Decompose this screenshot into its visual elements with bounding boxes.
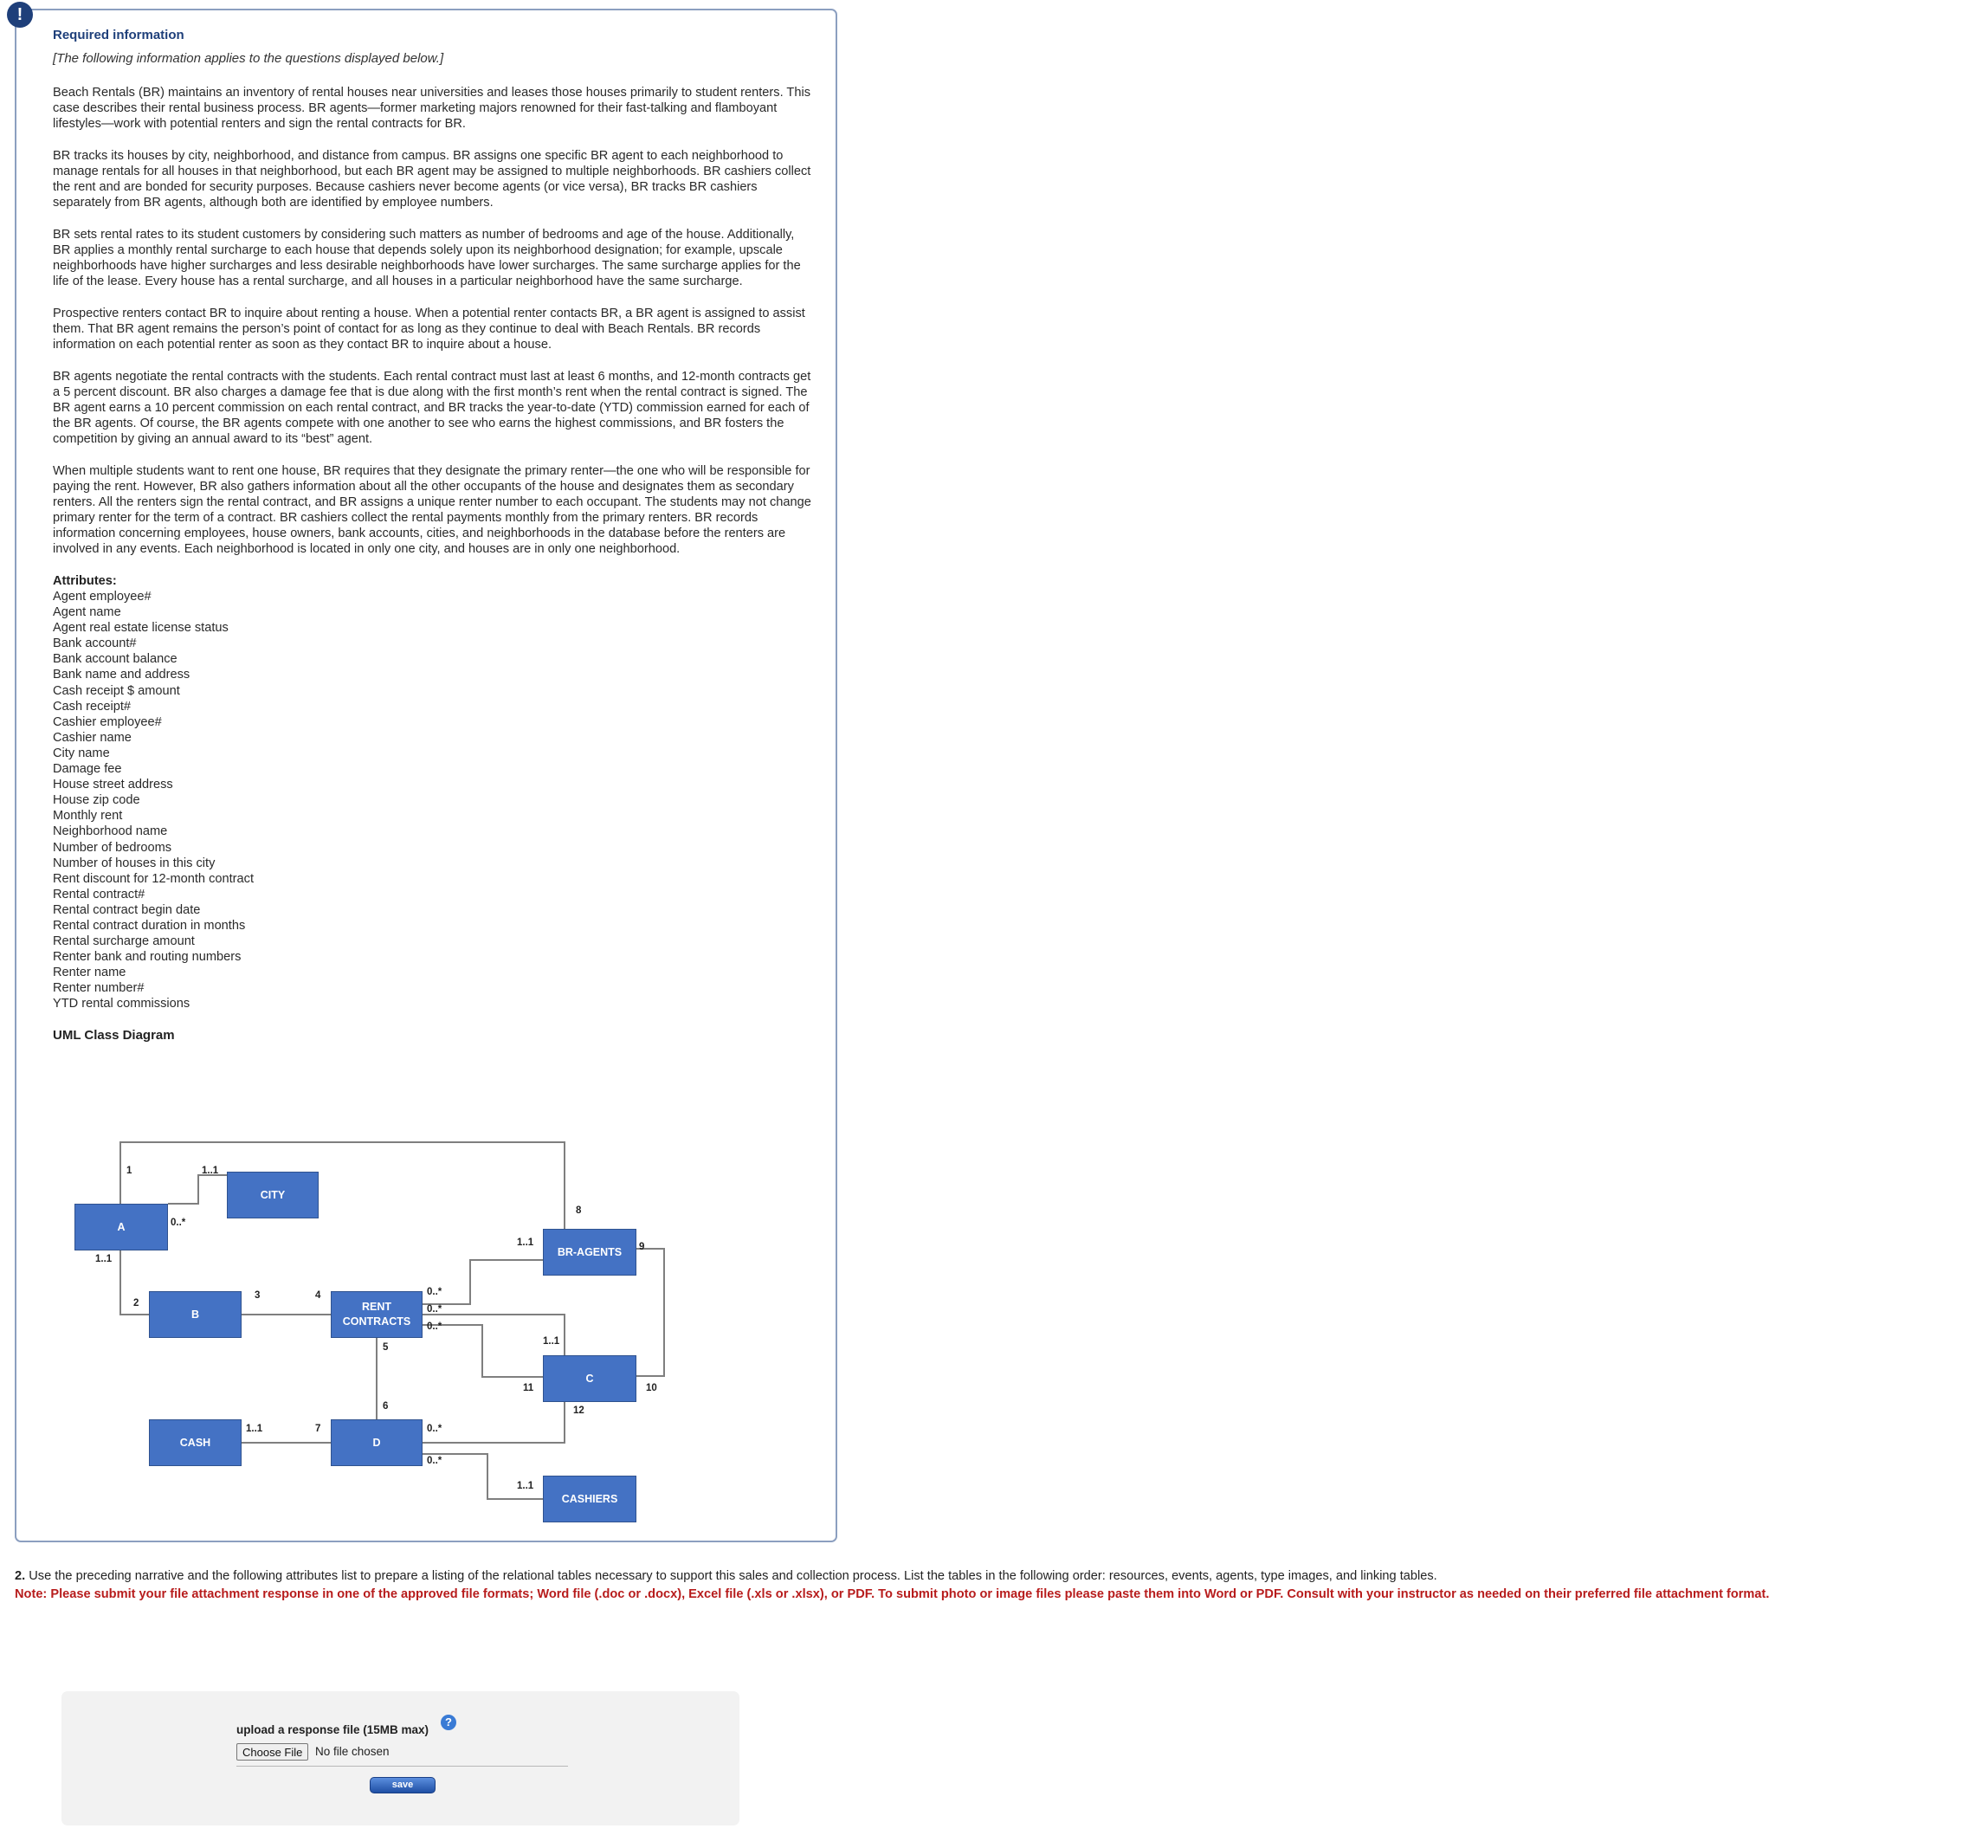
upload-panel — [61, 1691, 739, 1825]
attribute-item: Agent employee# — [53, 590, 152, 604]
class-box-cashiers: CASHIERS — [543, 1476, 636, 1522]
class-box-d: D — [331, 1419, 423, 1466]
attribute-item: Cash receipt $ amount — [53, 683, 180, 698]
required-information-title: Required information — [53, 28, 184, 42]
class-box-cash: CASH — [149, 1419, 242, 1466]
narrative-paragraph: BR sets rental rates to its student customers by considering such matters as number of bedrooms and age of the house. Additionally, BR applies a monthly rental surcharge to each house that depends solely upon its neighborhood designation; for example, upscale neighborhoods have higher surcharges and less desirable neighborhoods have lower surcharges. The same surcharge applies for the life of the lease. Every house has a rental surcharge, and all houses in a particular neighborhood have the same surcharge. — [53, 228, 801, 288]
attribute-item: Agent real estate license status — [53, 621, 229, 636]
line-d-c — [423, 1398, 565, 1443]
attribute-item: Bank account# — [53, 636, 137, 651]
multiplicity-label: 1 — [126, 1166, 132, 1176]
attribute-item: Rent discount for 12-month contract — [53, 871, 254, 886]
attribute-item: YTD rental commissions — [53, 997, 190, 1011]
attribute-item: Renter name — [53, 966, 126, 980]
rent-contracts-line2: CONTRACTS — [342, 1315, 411, 1328]
narrative-paragraph: BR agents negotiate the rental contracts with the students. Each rental contract must last at least 6 months, and 12-month contracts get a 5 percent discount. BR also charges a damage fee that is due along with the first month’s rent when the rental contract is signed. The BR agent earns a 10 percent commission on each rental contract, and BR tracks the year-to-date (YTD) commission earned for each of the BR agents. Of course, the BR agents compete with one another to see who earns the highest commissions, and BR fosters the competition by giving an annual award to its “best” agent. — [53, 370, 811, 446]
alert-icon: ! — [7, 2, 33, 28]
multiplicity-label: 1..1 — [543, 1336, 560, 1347]
attribute-item: Cashier employee# — [53, 714, 162, 729]
attribute-item: Agent name — [53, 605, 121, 620]
attribute-item: Number of bedrooms — [53, 840, 172, 855]
multiplicity-label: 1..1 — [517, 1237, 534, 1248]
attribute-item: Rental contract begin date — [53, 902, 201, 917]
multiplicity-label: 8 — [576, 1205, 582, 1216]
multiplicity-label: 9 — [639, 1242, 645, 1252]
class-box-city: CITY — [227, 1172, 319, 1218]
line-a-city — [168, 1175, 227, 1204]
upload-label: upload a response file (15MB max) — [236, 1723, 429, 1736]
attribute-item: Bank name and address — [53, 668, 190, 682]
multiplicity-label: 4 — [315, 1290, 321, 1301]
rent-contracts-line1: RENT — [361, 1301, 392, 1313]
attribute-item: Renter bank and routing numbers — [53, 950, 242, 965]
file-status-text: No file chosen — [315, 1745, 390, 1758]
attribute-item: Bank account balance — [53, 652, 178, 667]
line-rent-contracts-c — [423, 1315, 565, 1355]
multiplicity-label: 3 — [255, 1290, 261, 1301]
question-2 — [15, 1567, 1972, 1604]
narrative-paragraph: When multiple students want to rent one house, BR requires that they designate the primary renter—the one who will be responsible for paying the rent. However, BR also gathers information about all the other occupants of the house and designates them as secondary renters. All the renters sign the rental contract, and BR assigns a unique renter number to each occupant. The students may not change primary renter for the term of a contract. BR cashiers collect the rental payments monthly from the primary renters. BR records information concerning employees, house owners, bank accounts, cities, and neighborhoods in the database before the renters are involved in any events. Each neighborhood is located in only one city, and houses are in only one neighborhood. — [53, 464, 811, 556]
line-rent-contracts-br-agents — [423, 1260, 543, 1304]
multiplicity-label: 0..* — [427, 1321, 442, 1332]
class-box-br-agents: BR-AGENTS — [543, 1229, 636, 1276]
class-box-a: A — [74, 1204, 168, 1250]
multiplicity-label: 0..* — [171, 1218, 186, 1228]
multiplicity-label: 12 — [573, 1405, 584, 1416]
attribute-item: Rental contract duration in months — [53, 918, 246, 933]
question-number: 2. — [15, 1569, 26, 1583]
narrative-paragraph: Beach Rentals (BR) maintains an inventory of rental houses near universities and leases those houses primarily to student renters. This case describes their rental business process. BR agents—former marketing majors renowned for their fast-talking and flamboyant lifestyles—work with potential renters and sign the rental contracts for BR. — [53, 86, 810, 131]
uml-class-diagram — [60, 1132, 718, 1530]
required-information-panel — [15, 9, 837, 1542]
uml-class-diagram-heading: UML Class Diagram — [53, 1027, 175, 1043]
multiplicity-label: 7 — [315, 1424, 321, 1434]
attribute-item: Damage fee — [53, 762, 122, 777]
question-text — [15, 1567, 1972, 1586]
line-a-br-agents — [120, 1142, 565, 1229]
attribute-item: Renter number# — [53, 981, 145, 996]
attribute-item: Number of houses in this city — [53, 856, 216, 870]
question-note: Note: Please submit your file attachment response in one of the approved file formats; Word file (.doc or .docx), Excel file (.xls or .xlsx), or PDF. To submit photo or image files please paste them into Word or PDF. Consult with your instructor as needed on their preferred file attachment format. — [15, 1587, 1770, 1601]
attribute-item: Rental surcharge amount — [53, 934, 195, 949]
attribute-item: Cash receipt# — [53, 699, 132, 714]
attribute-item: House street address — [53, 778, 173, 792]
multiplicity-label: 6 — [383, 1401, 389, 1412]
multiplicity-label: 0..* — [427, 1304, 442, 1315]
save-button[interactable]: save — [370, 1777, 436, 1793]
multiplicity-label: 2 — [133, 1298, 139, 1308]
file-input-row — [236, 1743, 568, 1767]
multiplicity-label: 0..* — [427, 1287, 442, 1297]
help-icon[interactable]: ? — [441, 1715, 456, 1730]
attributes-heading: Attributes: — [53, 574, 117, 588]
attribute-item: Neighborhood name — [53, 824, 168, 839]
multiplicity-label: 5 — [383, 1342, 389, 1353]
attribute-item: City name — [53, 746, 110, 760]
attribute-item: Monthly rent — [53, 809, 123, 824]
narrative-paragraph: Prospective renters contact BR to inquire about renting a house. When a potential renter contacts BR, a BR agent is assigned to assist them. That BR agent remains the person’s point of contact for as long as they continue to deal with Beach Rentals. BR records information on each potential renter as soon as they contact BR to inquire about a house. — [53, 307, 805, 352]
question-body: Use the preceding narrative and the following attributes list to prepare a listing of the relational tables necessary to support this sales and collection process. List the tables in the following order: resources, events, agents, type images, and linking tables. — [25, 1569, 1437, 1583]
multiplicity-label: 1..1 — [202, 1166, 219, 1176]
narrative-paragraph: BR tracks its houses by city, neighborhood, and distance from campus. BR assigns one specific BR agent to each neighborhood to manage rentals for all houses in that neighborhood, but each BR agent may be assigned to multiple neighborhoods. BR cashiers collect the rent and are bonded for security purposes. Because cashiers never become agents (or vice versa), BR tracks BR cashiers separately from BR agents, although both are identified by employee numbers. — [53, 149, 811, 210]
attribute-item: Rental contract# — [53, 887, 145, 901]
choose-file-button[interactable]: Choose File — [236, 1743, 308, 1761]
required-information-subtitle: [The following information applies to the questions displayed below.] — [53, 51, 444, 66]
class-box-b: B — [149, 1291, 242, 1338]
multiplicity-label: 10 — [646, 1383, 657, 1393]
multiplicity-label: 0..* — [427, 1456, 442, 1466]
line-rent-contracts-c-lower — [423, 1325, 543, 1377]
line-br-agents-c — [636, 1249, 664, 1376]
attributes-list — [53, 589, 815, 1012]
class-box-rent-contracts — [331, 1291, 423, 1338]
attribute-item: House zip code — [53, 793, 140, 808]
attribute-item: Cashier name — [53, 730, 132, 745]
multiplicity-label: 1..1 — [95, 1254, 113, 1264]
multiplicity-label: 11 — [523, 1383, 534, 1393]
multiplicity-label: 1..1 — [517, 1481, 534, 1491]
class-box-c: C — [543, 1355, 636, 1402]
multiplicity-label: 1..1 — [246, 1424, 263, 1434]
multiplicity-label: 0..* — [427, 1424, 442, 1434]
